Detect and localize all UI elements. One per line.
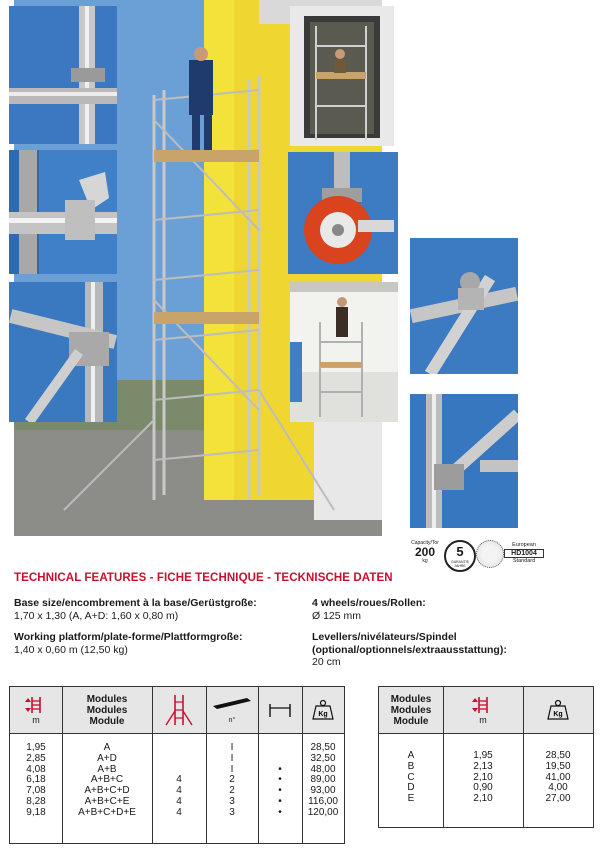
table-cell: B (407, 760, 415, 772)
wheels-value: Ø 125 mm (312, 609, 362, 622)
capacity-unit: kg (422, 558, 428, 564)
guarantee-text: GARANTIE JAHRE (451, 560, 469, 568)
table-cell: 4 (176, 806, 182, 818)
photo-brace-clamp (410, 394, 518, 528)
table-cell: • (278, 763, 282, 775)
table-cell: 7,08 (26, 785, 46, 797)
configuration-table (9, 686, 345, 844)
table-cell (258, 754, 302, 765)
table-cell (152, 754, 206, 765)
table-cell: E (407, 793, 415, 805)
table-cell: 28,50 (545, 750, 571, 761)
module-letter-column (379, 751, 443, 805)
table-cell: 48,00 (310, 763, 336, 775)
levellers-label-line2: (optional/optionnels/extraausstattung): (312, 643, 507, 656)
modules2-column-header (379, 687, 444, 733)
detail-photo-latch (9, 6, 117, 144)
guardrail-column (258, 743, 302, 819)
table-cell: 8,28 (26, 795, 46, 807)
levellers-value: 20 cm (312, 656, 341, 668)
quality-seal-badge (476, 540, 504, 568)
modules-column (62, 743, 152, 819)
european-standard-code: HD1004 (504, 549, 544, 558)
capacity-value: 200 (414, 545, 436, 559)
table-cell: • (278, 795, 282, 807)
table-cell: A+B+C+D+E (78, 806, 136, 818)
wheels-label: 4 wheels/roues/Rollen: (312, 597, 426, 609)
table-cell: C (407, 771, 415, 783)
table-cell: 2 (229, 774, 235, 786)
working-platform-value: 1,40 x 0,60 m (12,50 kg) (14, 643, 128, 656)
guarantee-badge (444, 540, 476, 572)
stabilizer-icon (164, 693, 194, 727)
table-cell: • (278, 806, 282, 818)
table-cell: A+B+C (90, 774, 124, 786)
photo-small-scaffold (290, 282, 398, 422)
levellers-block (312, 631, 592, 669)
table-cell: 2,85 (26, 752, 46, 764)
svg-text:Kg: Kg (553, 711, 563, 718)
table-cell: 9,18 (26, 806, 46, 818)
photo-top-connector (410, 238, 518, 374)
table-cell: I (230, 752, 234, 764)
base-size-value: 1,70 x 1,30 (A, A+D: 1,60 x 0,80 m) (14, 609, 179, 622)
table-cell: • (278, 785, 282, 797)
table-cell: 4 (176, 795, 182, 807)
table-cell: I (230, 742, 234, 753)
capacity-badge (406, 540, 444, 570)
detail-photo-joint (9, 282, 117, 422)
table-cell: 28,50 (310, 742, 336, 753)
modules2-label-en: Modules (390, 693, 432, 705)
modules2-label-fr: Modules (390, 704, 432, 716)
table-cell: 3 (229, 806, 235, 818)
european-label: European (512, 542, 536, 548)
photo-caster-wheel (288, 152, 398, 274)
height2-column-header (443, 687, 524, 733)
base-size-label: Base size/encombrement à la base/Gerüstgroße: (14, 597, 257, 609)
modules2-label-de: Module (393, 715, 429, 727)
table-cell: 4 (176, 774, 182, 786)
platforms-column-header (206, 687, 259, 733)
detail-photo-clamp (9, 150, 117, 274)
platforms-column (206, 743, 258, 819)
weight-column-header (302, 687, 344, 733)
technical-features-title: TECHNICAL FEATURES - FICHE TECHNIQUE - TECKNISCHE DATEN (14, 572, 393, 584)
weight-column (302, 743, 344, 819)
table-cell: 89,00 (310, 774, 336, 786)
weight-icon (547, 699, 569, 721)
modules-label-de: Module (89, 715, 125, 727)
configuration-table-header (10, 687, 344, 734)
stabilizers-column-header (152, 687, 207, 733)
ladder-height-icon (25, 695, 47, 715)
modules-column-header (62, 687, 153, 733)
table-cell: 1,95 (473, 750, 493, 761)
table-cell: • (278, 774, 282, 786)
table-cell: 32,50 (310, 752, 336, 764)
svg-text:Kg: Kg (318, 711, 328, 718)
table-cell: 2,13 (473, 760, 493, 772)
table-cell: 2 (229, 785, 235, 797)
weight-icon (312, 699, 334, 721)
table-cell: 0,90 (473, 782, 493, 794)
table-cell: A+B+C+D (84, 785, 130, 797)
height-unit-label: m (32, 715, 40, 725)
module-weight-column (523, 751, 593, 805)
table-cell: I (230, 763, 234, 775)
european-standard-label: Standard (512, 558, 536, 564)
stabilizers-column (152, 743, 206, 819)
table-cell: 120,00 (307, 806, 339, 818)
table-cell: 4,00 (548, 782, 568, 794)
module-height-column (443, 751, 523, 805)
table-cell: 4,08 (26, 763, 46, 775)
capacity-label: Capacity/Tor (411, 540, 439, 546)
table-cell: A+B (97, 763, 117, 775)
wheels-block (312, 597, 592, 622)
table-cell: A+B+C+E (84, 795, 130, 807)
table-cell: D (407, 782, 415, 794)
table-cell: 3 (229, 795, 235, 807)
table-cell: 19,50 (545, 760, 571, 772)
ladder-height-icon (472, 695, 494, 715)
table-cell: A+D (97, 752, 117, 764)
working-platform-block (14, 631, 304, 656)
guardrail-column-header (258, 687, 303, 733)
table-cell: 4 (176, 785, 182, 797)
weight2-column-header (523, 687, 593, 733)
platform-count-label: n° (228, 716, 236, 724)
guardrail-icon (267, 702, 293, 718)
platform-board-icon (211, 696, 253, 710)
table-cell: A (103, 742, 111, 753)
table-cell: 6,18 (26, 774, 46, 786)
base-size-block (14, 597, 304, 622)
table-cell: 116,00 (308, 795, 338, 807)
height-column-header (10, 687, 63, 733)
working-platform-label: Working platform/plate-forme/Plattformgroße: (14, 631, 243, 643)
photo-doorway-scaffold (290, 6, 394, 146)
modules-table-header (379, 687, 593, 734)
modules-label-en: Modules (86, 693, 128, 705)
table-cell: 93,00 (310, 785, 336, 797)
guarantee-value: 5 (456, 544, 464, 559)
table-cell: 41,00 (545, 771, 571, 783)
european-standard-badge (504, 542, 544, 568)
table-cell: 1,95 (26, 742, 46, 753)
modules-label-fr: Modules (86, 704, 128, 716)
table-cell: 27,00 (545, 793, 571, 805)
table-cell: 2,10 (473, 793, 493, 805)
height2-unit-label: m (479, 715, 487, 725)
height-column (10, 743, 62, 819)
modules-table (378, 686, 594, 828)
table-cell: A (407, 750, 415, 761)
levellers-label-line1: Levellers/nivélateurs/Spindel (312, 631, 457, 643)
table-cell: 2,10 (473, 771, 493, 783)
